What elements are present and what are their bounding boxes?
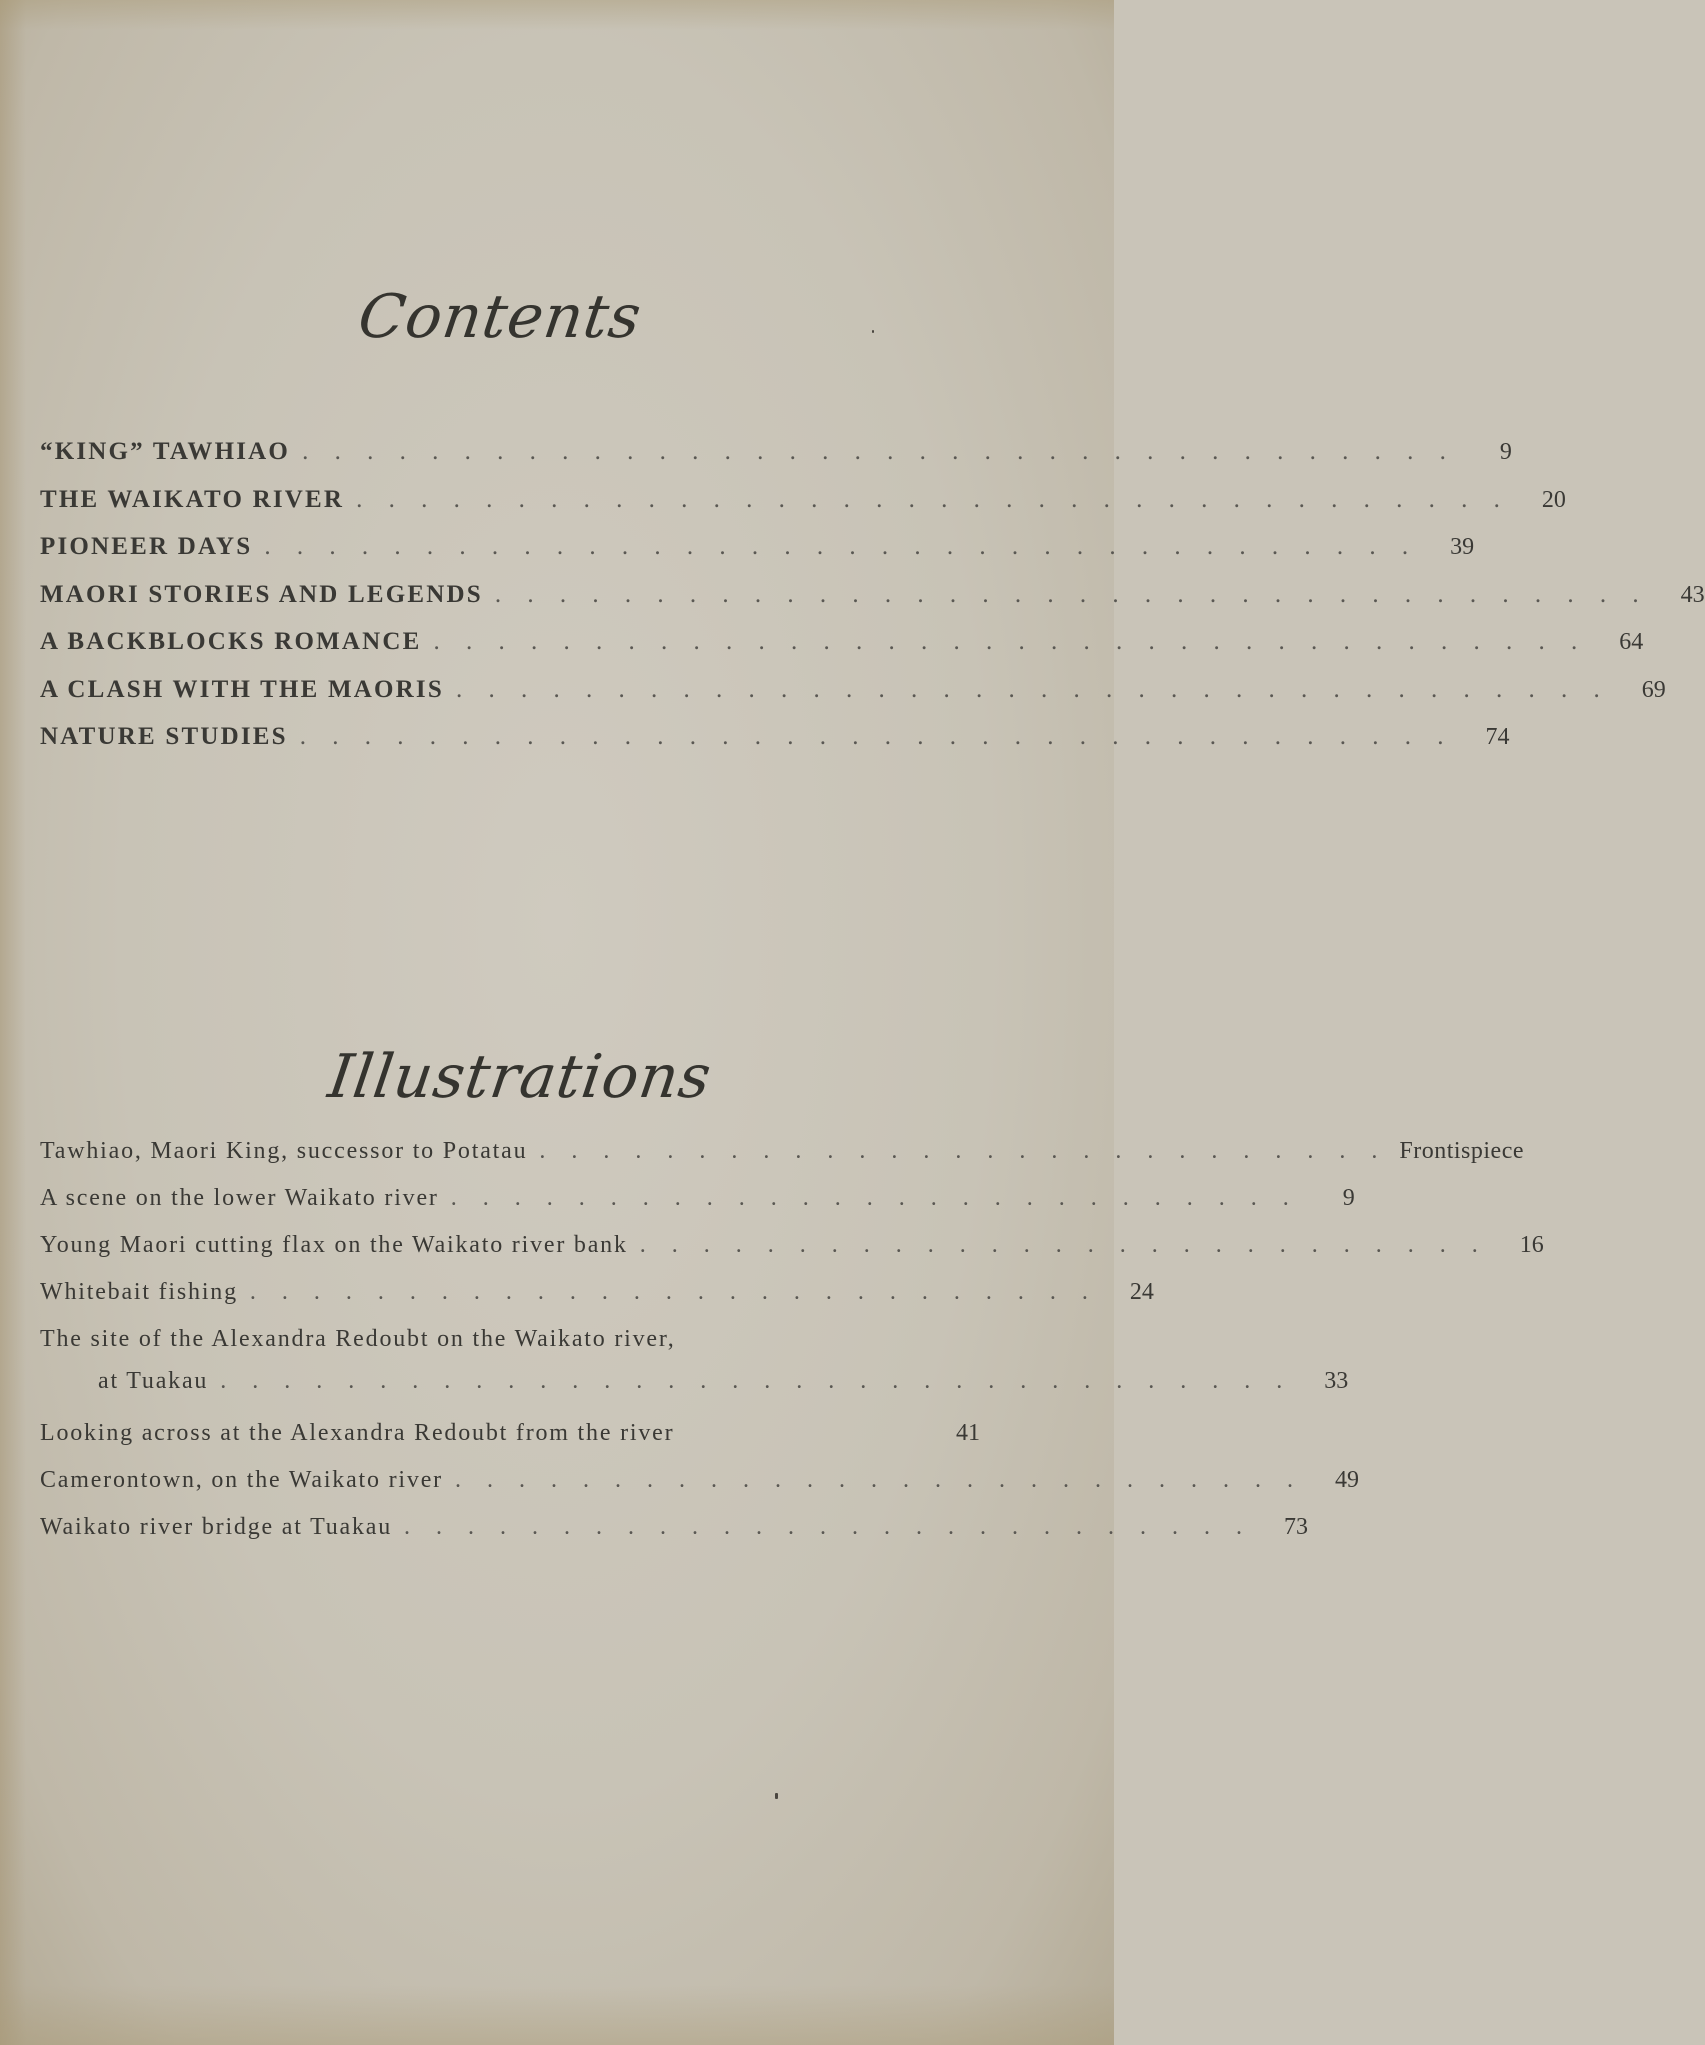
contents-entry-page: 9 — [1499, 439, 1512, 465]
contents-entry — [40, 628, 1644, 676]
dot-leader: . . . . . . . . . . . . . . . . . . . . . . . . . . . — [639, 1232, 1488, 1258]
illustration-entry-title: Young Maori cutting flax on the Waikato river bank — [40, 1232, 628, 1258]
page-edge-shadow — [0, 0, 1114, 30]
illustrations-list — [40, 1138, 1544, 1561]
contents-entry-title: A CLASH WITH THE MAORIS — [40, 675, 444, 703]
illustration-entry-title: Tawhiao, Maori King, successor to Potatau — [40, 1138, 528, 1164]
contents-entry-title: MAORI STORIES AND LEGENDS — [40, 580, 483, 608]
contents-entry-title: “KING” TAWHIAO — [40, 438, 291, 465]
contents-entry — [40, 580, 1705, 629]
illustration-entry-page: 16 — [1519, 1232, 1544, 1258]
dot-leader: . . . . . . . . . . . . . . . . . . . . . . . . . . . — [454, 1467, 1303, 1493]
illustration-entry — [40, 1467, 1359, 1514]
dot-leader: . . . . . . . . . . . . . . . . . . . . . . . . . . . . . . . . . . . . — [433, 628, 1588, 655]
paper-speck — [775, 1793, 778, 1799]
illustration-entry — [40, 1514, 1308, 1561]
contents-entry — [40, 723, 1510, 771]
dot-leader: . . . . . . . . . . . . . . . . . . . . . . . . . . . . . . . . . . . . — [264, 533, 1419, 560]
illustration-entry — [40, 1185, 1355, 1232]
illustration-entry — [40, 1326, 1349, 1420]
dot-leader: . . . . . . . . . . . . . . . . . . . . . . . . . . . . . . . . . . . . — [302, 438, 1456, 465]
illustration-entry-page: 49 — [1334, 1467, 1359, 1493]
illustration-entry-title-cont: at Tuakau — [98, 1368, 209, 1394]
illustration-entry-title: Camerontown, on the Waikato river — [40, 1467, 443, 1493]
illustration-entry-page: 9 — [1342, 1185, 1355, 1211]
contents-entry-page: 20 — [1541, 486, 1566, 513]
contents-entry-page: 39 — [1450, 534, 1475, 560]
contents-entry-page: 64 — [1619, 629, 1644, 655]
illustration-entry-title: A scene on the lower Waikato river — [40, 1185, 439, 1211]
illustration-entry-title: The site of the Alexandra Redoubt on the Waikato river, — [40, 1326, 676, 1352]
illustration-entry-page: 73 — [1284, 1514, 1308, 1540]
illustration-entry-continuation — [40, 1368, 1349, 1415]
contents-entry-page: 43 — [1680, 581, 1705, 608]
illustration-entry-page: 41 — [956, 1420, 980, 1446]
illustration-entry-title: Whitebait fishing — [40, 1279, 238, 1305]
illustration-entry-page: Frontispiece — [1399, 1138, 1525, 1164]
dot-leader: . . . . . . . . . . . . . . . . . . . . . . . . . . . . . . . . . . . . — [299, 723, 1454, 750]
illustration-entry-page: 24 — [1129, 1279, 1154, 1305]
contents-entry-title: NATURE STUDIES — [40, 723, 288, 750]
illustration-entry-title: Waikato river bridge at Tuakau — [40, 1514, 392, 1540]
illustrations-heading: Illustrations — [324, 1042, 716, 1112]
contents-entry — [40, 675, 1666, 724]
contents-entry-title: A BACKBLOCKS ROMANCE — [40, 628, 422, 655]
illustration-entry — [40, 1420, 980, 1467]
dot-leader: . . . . . . . . . . . . . . . . . . . . . . . . . . . — [249, 1279, 1098, 1305]
contents-entry — [40, 485, 1566, 534]
dot-leader: . . . . . . . . . . . . . . . . . . . . . . . . . . . . . . . . . . . . — [356, 485, 1510, 513]
illustration-entry-title: Looking across at the Alexandra Redoubt from the river — [40, 1420, 675, 1446]
contents-entry — [40, 533, 1475, 581]
dot-leader: . . . . . . . . . . . . . . . . . . . . . . . . . . . — [404, 1514, 1252, 1540]
dot-leader: . . . . . . . . . . . . . . . . . . . . . . . . . . . . . . . . . . . . — [494, 580, 1649, 608]
dot-leader — [686, 1420, 924, 1447]
dot-leader: . . . . . . . . . . . . . . . . . . . . . . . . . . . — [450, 1185, 1299, 1211]
illustration-entry — [40, 1279, 1154, 1326]
dot-leader: . . . . . . . . . . . . . . . . . . . . . . . . . . . . . . . . . . — [220, 1368, 1293, 1394]
contents-entry-page: 74 — [1485, 724, 1510, 750]
illustration-entry — [40, 1232, 1544, 1279]
contents-entry — [40, 438, 1512, 486]
page-edge-shadow — [0, 1985, 1114, 2045]
dot-leader: . . . . . . . . . . . . . . . . . . . . . . . . . . . . . . . . . . . . — [455, 675, 1610, 703]
dot-leader: . . . . . . . . . . . . . . . . . . . . . . . . . . . — [539, 1138, 1388, 1164]
contents-entry-title: PIONEER DAYS — [40, 533, 253, 560]
contents-entry-title: THE WAIKATO RIVER — [40, 485, 345, 513]
illustration-entry — [40, 1138, 1525, 1185]
contents-entry-page: 69 — [1641, 676, 1666, 703]
illustration-entry-page: 33 — [1324, 1368, 1349, 1394]
paper-speck — [872, 330, 874, 333]
contents-heading: Contents — [354, 282, 646, 352]
contents-list — [40, 438, 1705, 771]
